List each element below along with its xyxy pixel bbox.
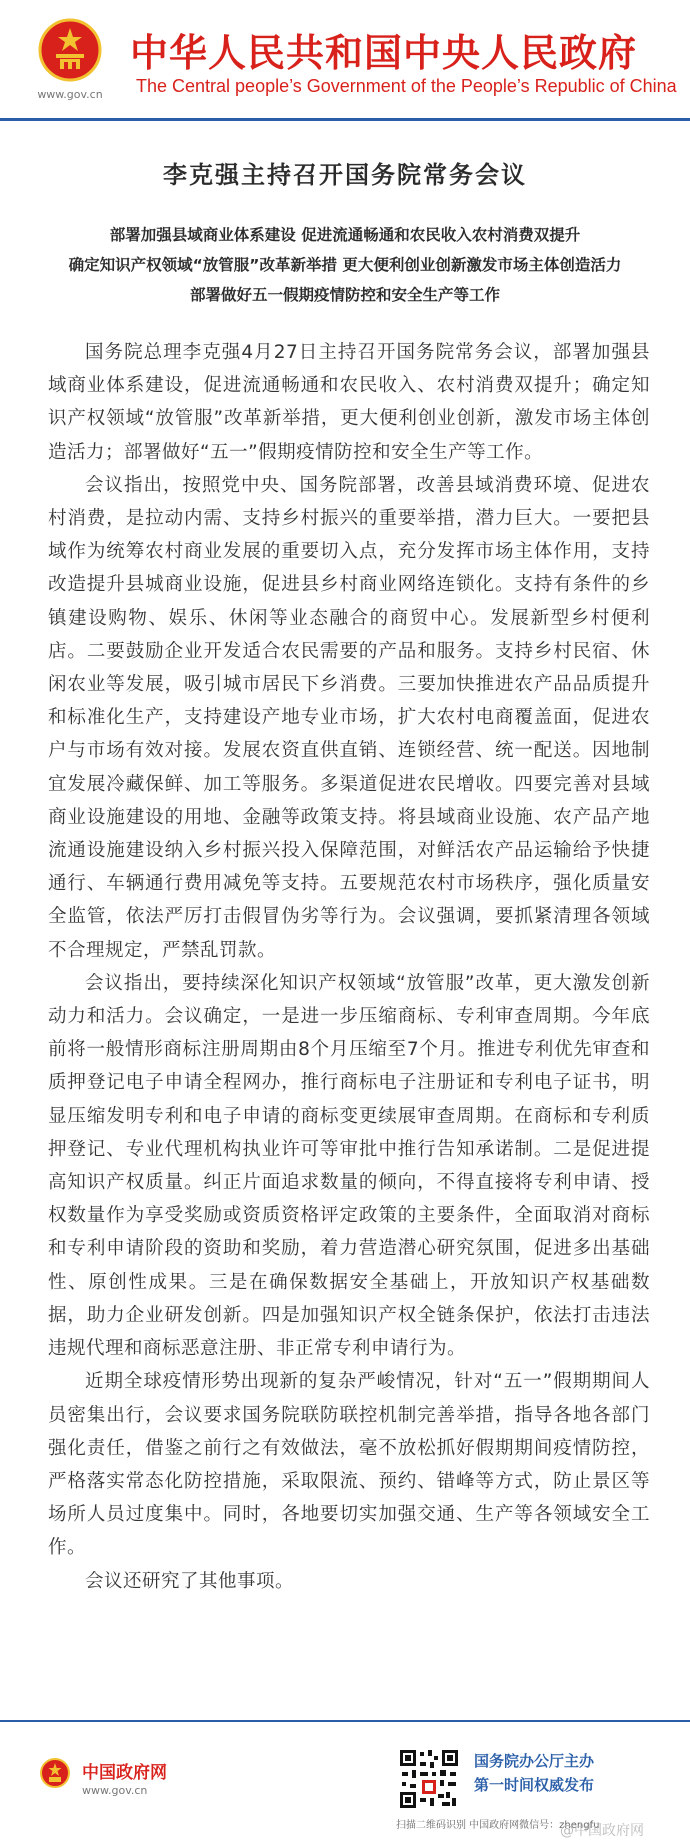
body-paragraph: 会议指出，要持续深化知识产权领域“放管服”改革，更大激发创新动力和活力。会议确定，一是进一步压缩商标、专利审查周期。今年底前将一般情形商标注册周期由8个月压缩至7个月。推进专利优先审查和质押登记电子申请全程网办，推行商标电子注册证和专利电子证书，明显压缩发明专利和电子申请的商标变更续展审查周期。在商标和专利质押登记、专业代理机构执业许可等审批中推行告知承诺制。二是促进提高知识产权质量。纠正片面追求数量的倾向，不得直接将专利申请、授权数量作为享受奖励或资质资格评定政策的主要条件，全面取消对商标和专利申请阶段的资助和奖励，着力营造潜心研究氛围，促进多出基础性、原创性成果。三是在确保数据安全基础上，开放知识产权基础数据，助力企业研发创新。四是加强知识产权全链条保护，依法打击违法违规代理和商标恶意注册、非正常专利申请行为。 <box>48 972 650 1360</box>
article-body <box>48 336 650 1598</box>
article <box>0 121 690 1598</box>
subtitle-line: 确定知识产权领域“放管服”改革新举措 更大便利创业创新激发市场主体创造活力 <box>68 256 622 274</box>
footer-slogan-line2: 第一时间权威发布 <box>474 1776 595 1794</box>
emblem-url: www.gov.cn <box>37 88 103 101</box>
qr-code-icon[interactable] <box>398 1748 460 1810</box>
footer-slogan-line1: 国务院办公厅主办 <box>474 1752 595 1770</box>
subtitle-line: 部署加强县域商业体系建设 促进流通畅通和农民收入农村消费双提升 <box>109 226 581 244</box>
body-paragraph: 近期全球疫情形势出现新的复杂严峻情况，针对“五一”假期期间人员密集出行，会议要求国务院联防联控机制完善举措，指导各地各部门强化责任，借鉴之前行之有效做法，毫不放松抓好假期期间疫情防控，严格落实常态化防控措施，采取限流、预约、错峰等方式，防止景区等场所人员过度集中。同时，各地要切实加强交通、生产等各领域安全工作。 <box>48 1371 650 1559</box>
body-paragraph: 国务院总理李克强4月27日主持召开国务院常务会议，部署加强县域商业体系建设，促进流通畅通和农民收入、农村消费双提升；确定知识产权领域“放管服”改革新举措，更大便利创业创新，激发市场主体创造活力；部署做好“五一”假期疫情防控和安全生产等工作。 <box>48 342 650 463</box>
national-emblem-icon <box>38 18 102 82</box>
body-paragraph: 会议还研究了其他事项。 <box>85 1570 295 1592</box>
article-title: 李克强主持召开国务院常务会议 <box>163 161 527 189</box>
site-footer <box>0 1720 690 1840</box>
site-header <box>0 0 690 118</box>
footer-site-url[interactable]: www.gov.cn <box>82 1784 148 1797</box>
site-title-cn: 中华人民共和国中央人民政府 <box>130 31 638 75</box>
footer-scan-hint: 扫描二维码识别 中国政府网微信号：zhengfu <box>396 1820 600 1831</box>
weibo-watermark: @中国政府网 <box>560 1823 644 1839</box>
footer-divider <box>0 1720 690 1722</box>
subtitle-line: 部署做好五一假期疫情防控和安全生产等工作 <box>189 286 500 304</box>
article-subtitles <box>0 220 690 310</box>
site-title-en: The Central people’s Government of the People’s Republic of China <box>136 76 677 96</box>
national-emblem-icon <box>40 1758 70 1788</box>
footer-site-name[interactable]: 中国政府网 <box>82 1763 167 1783</box>
body-paragraph: 会议指出，按照党中央、国务院部署，改善县域消费环境、促进农村消费，是拉动内需、支持乡村振兴的重要举措，潜力巨大。一要把县域作为统筹农村商业发展的重要切入点，充分发挥市场主体作用，支持改造提升县城商业设施，促进县乡村商业网络连锁化。支持有条件的乡镇建设购物、娱乐、休闲等业态融合的商贸中心。发展新型乡村便利店。二要鼓励企业开发适合农民需要的产品和服务。支持乡村民宿、休闲农业等发展，吸引城市居民下乡消费。三要加快推进农产品品质提升和标准化生产，支持建设产地专业市场，扩大农村电商覆盖面，促进农户与市场有效对接。发展农资直供直销、连锁经营、统一配送。因地制宜发展冷藏保鲜、加工等服务。多渠道促进农民增收。四要完善对县域商业设施建设的用地、金融等政策支持。将县域商业设施、农产品产地流通设施建设纳入乡村振兴投入保障范围，对鲜活农产品运输给予快捷通行、车辆通行费用减免等支持。五要规范农村市场秩序，强化质量安全监管，依法严厉打击假冒伪劣等行为。会议强调，要抓紧清理各领域不合理规定，严禁乱罚款。 <box>48 474 650 961</box>
